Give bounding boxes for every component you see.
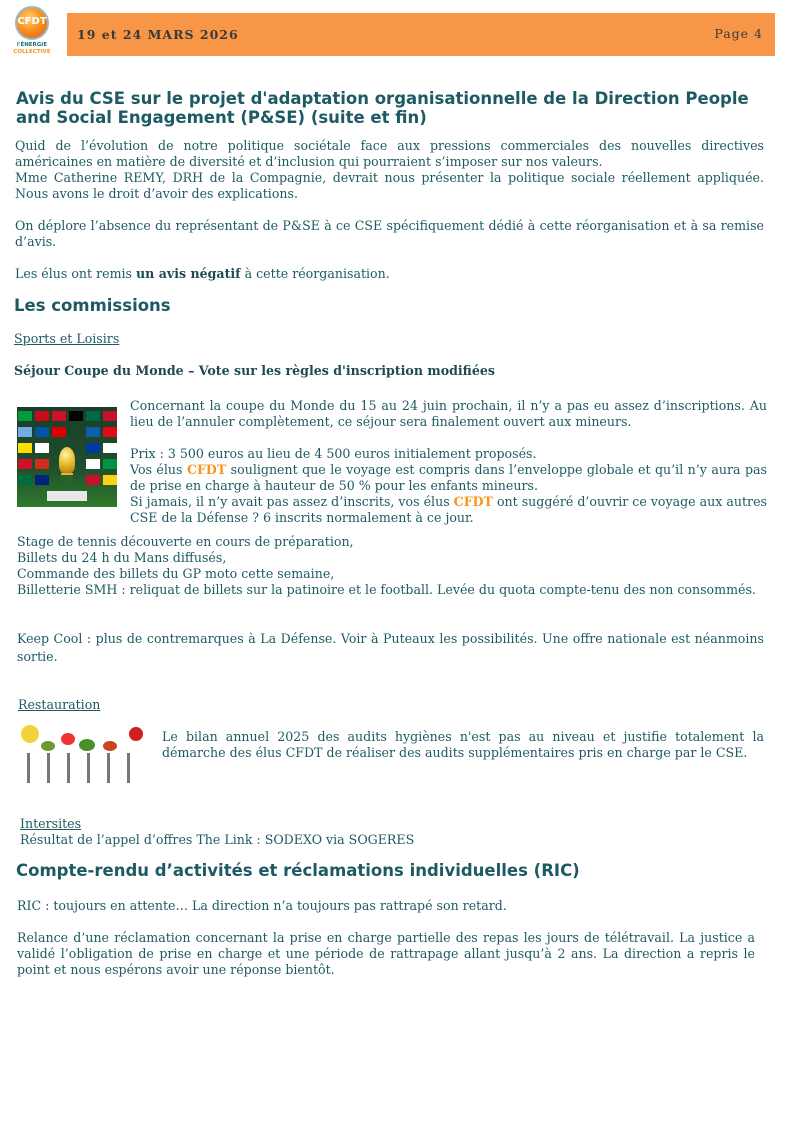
coupe-p4-before: Si jamais, il n’y avait pas assez d’inscrits, vos élus	[130, 494, 454, 509]
avis-title-line2: and Social Engagement (P&SE) (suite et fin)	[16, 108, 427, 127]
logo-tagline	[10, 42, 54, 55]
sports-loisirs-heading: Sports et Loisirs	[14, 331, 120, 346]
keep-cool-paragraph: Keep Cool : plus de contremarques à La Défense. Voir à Puteaux les possibilités. Une offre nationale est néanmoins sortie.	[17, 631, 764, 664]
trophy-icon	[58, 447, 76, 489]
avis-paragraph-1: Quid de l’évolution de notre politique sociétale face aux pressions commerciales des nouvelles directives américaines en matière de diversité et d’inclusion qui pourraient s’imposer sur nos valeurs.	[15, 138, 764, 169]
list-item: Commande des billets du GP moto cette semaine,	[17, 566, 335, 581]
coupe-p3-after: soulignent que le voyage est compris dans l’enveloppe globale et qu’il n’y aura pas de prise en charge à hauteur de 50 % pour les enfants mineurs.	[130, 462, 767, 493]
intersites-paragraph: Résultat de l’appel d’offres The Link : SODEXO via SOGERES	[20, 832, 415, 847]
food-icon	[79, 739, 95, 751]
issue-date: 19 et 24 MARS 2026	[77, 27, 239, 42]
coupe-p4-after: ont suggéré d’ouvrir ce voyage aux autres CSE de la Défense ? 6 inscrits normalement à ce jour.	[130, 494, 767, 525]
page-number: Page 4	[714, 26, 763, 41]
lemon-icon	[21, 725, 39, 743]
list-item: Billets du 24 h du Mans diffusés,	[17, 550, 227, 565]
restauration-heading: Restauration	[18, 697, 101, 712]
avis-title-line1: Avis du CSE sur le projet d'adaptation organisationnelle de la Direction People	[16, 89, 749, 108]
sports-list	[17, 534, 764, 598]
coupe-p3-before: Vos élus	[130, 462, 187, 477]
commissions-title: Les commissions	[14, 296, 171, 315]
avis-negative-opinion: un avis négatif	[136, 266, 241, 281]
world-cup-image	[17, 407, 117, 507]
cfdt-logo	[10, 6, 54, 60]
coupe-paragraph-2: Prix : 3 500 euros au lieu de 4 500 euros initialement proposés.	[130, 446, 537, 461]
coupe-paragraph-1: Concernant la coupe du Monde du 15 au 24 juin prochain, il n’y a pas eu assez d’inscriptions. Au lieu de l’annuler complètement, ce séjour sera finalement ouvert aux mineurs.	[130, 398, 767, 429]
food-icon	[41, 741, 55, 751]
restauration-paragraph: Le bilan annuel 2025 des audits hygiènes n'est pas au niveau et justifie totalement la démarche des élus CFDT de réaliser des audits supplémentaires pris en charge par le CSE.	[162, 729, 764, 760]
avis-title	[16, 89, 756, 127]
intersites-heading: Intersites	[20, 816, 82, 831]
avis-p4-after: à cette réorganisation.	[240, 266, 390, 281]
coupe-du-monde-title: Séjour Coupe du Monde – Vote sur les règles d'inscription modifiées	[14, 363, 495, 378]
cfdt-highlight: CFDT	[453, 494, 493, 509]
tomato-icon	[129, 727, 143, 741]
avis-paragraph-3: On déplore l’absence du représentant de P&SE à ce CSE spécifiquement dédié à cette réorganisation et à sa remise d’avis.	[15, 218, 764, 249]
coupe-paragraph-3	[130, 462, 767, 494]
avis-paragraph-2: Mme Catherine REMY, DRH de la Compagnie, devrait nous présenter la politique sociale réellement appliquée. Nous avons le droit d’avoir des explications.	[15, 170, 764, 201]
pedestal	[47, 491, 87, 501]
avis-p4-before: Les élus ont remis	[15, 266, 137, 281]
avis-paragraph-4	[15, 266, 764, 282]
list-item: Billetterie SMH : reliquat de billets sur la patinoire et le football. Levée du quota compte-tenu des non consommés.	[17, 582, 756, 597]
coupe-paragraph-4	[130, 494, 767, 526]
list-item: Stage de tennis découverte en cours de préparation,	[17, 534, 354, 549]
ric-title: Compte-rendu d’activités et réclamations individuelles (RIC)	[16, 861, 580, 880]
food-icon	[61, 733, 75, 745]
logo-tagline-line1: l'ÉNERGIE	[16, 42, 48, 48]
header-band	[67, 13, 775, 56]
cfdt-highlight: CFDT	[186, 462, 227, 477]
food-icon	[103, 741, 117, 751]
logo-tagline-line2: COLLECTIVE	[13, 48, 51, 55]
logo-mark-text: CFDT	[17, 16, 47, 27]
ric-paragraph-2: Relance d’une réclamation concernant la prise en charge partielle des repas les jours de télétravail. La justice a validé l’obligation de prise en charge et une période de rattrapage allant jusqu’à 2 ans. La direction a repris le point et nous espérons avoir une réponse bientôt.	[17, 930, 755, 977]
ric-paragraph-1: RIC : toujours en attente… La direction n’a toujours pas rattrapé son retard.	[17, 898, 507, 913]
restauration-image	[17, 725, 147, 785]
